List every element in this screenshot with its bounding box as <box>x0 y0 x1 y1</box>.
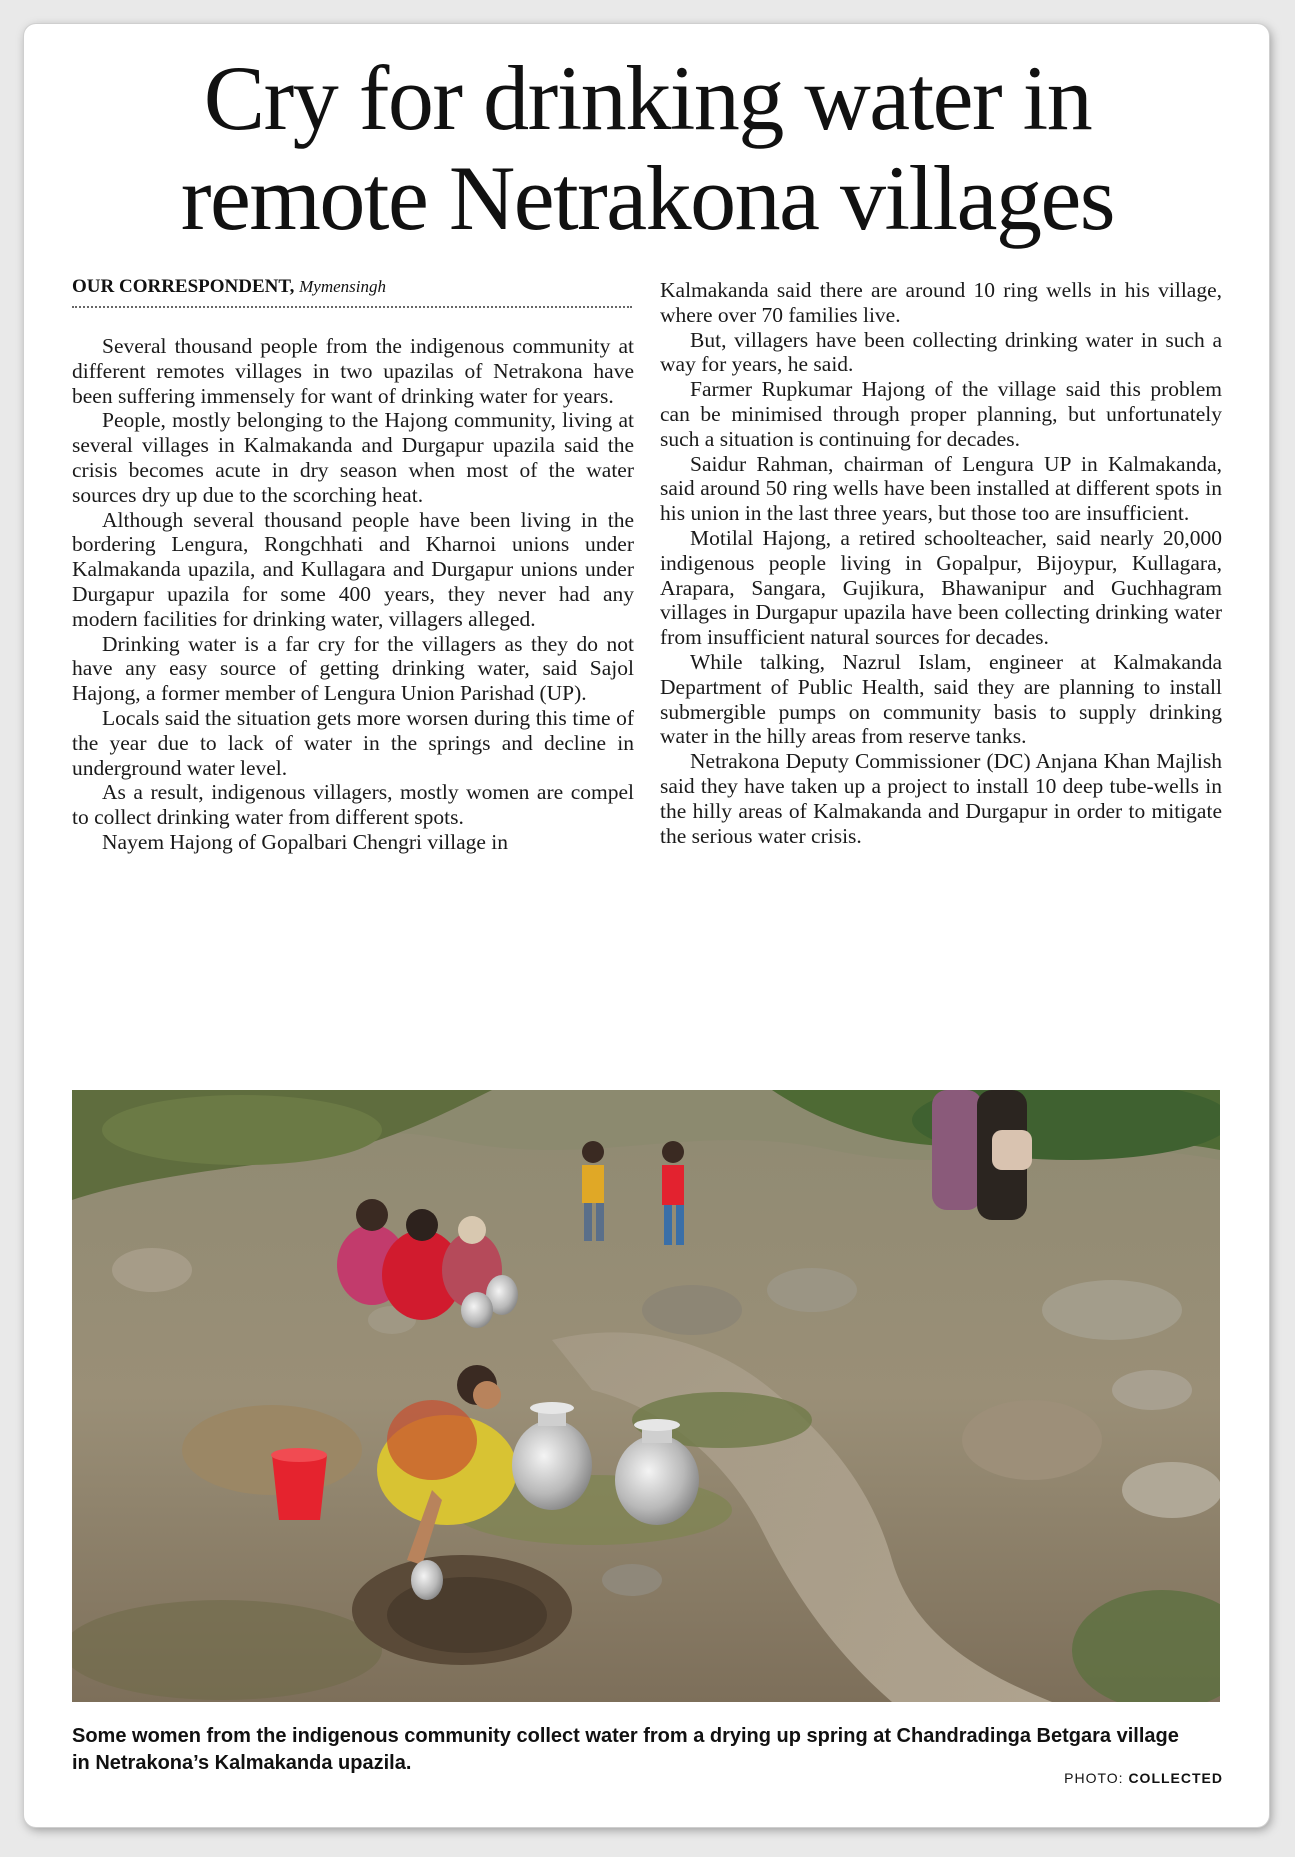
paragraph: While talking, Nazrul Islam, engineer at Kalmakanda Department of Public Health, said they are planning to install submergible pumps on community basis to supply drinking water in the hilly areas from reserve tanks. <box>660 649 1222 749</box>
paragraph: But, villagers have been collecting drinking water in such a way for years, he said. <box>660 327 1222 377</box>
article-column-2 <box>660 278 1222 848</box>
paragraph: Although several thousand people have been living in the bordering Lengura, Rongchhati and Kharnoi unions under Kalmakanda upazila, and Kullagara and Durgapur unions under Durgapur upazila for some 400 years, they never had any modern facilities for drinking water, villagers alleged. <box>72 507 634 631</box>
paragraph: People, mostly belonging to the Hajong community, living at several villages in Kalmakanda and Durgapur upazila said the crisis becomes acute in dry season when most of the water sources dry up due to the scorching heat. <box>72 408 634 507</box>
news-photo <box>72 1090 1220 1702</box>
headline-line-2: remote Netrakona villages <box>180 147 1115 249</box>
paragraph: As a result, indigenous villagers, mostly women are compel to collect drinking water from different spots. <box>72 780 634 830</box>
paragraph: Drinking water is a far cry for the villagers as they do not have any easy source of getting drinking water, said Sajol Hajong, a former member of Lengura Union Parishad (UP). <box>72 631 634 706</box>
photo-credit-prefix: PHOTO: <box>1064 1770 1124 1786</box>
paragraph: Several thousand people from the indigenous community at different remotes villages in two upazilas of Netrakona have been suffering immensely for want of drinking water for years. <box>72 334 634 408</box>
byline-location: Mymensingh <box>299 277 387 296</box>
article-column-1 <box>72 334 634 855</box>
photo-credit <box>1064 1770 1223 1786</box>
paragraph: Locals said the situation gets more worsen during this time of the year due to lack of water in the springs and decline in underground water level. <box>72 705 634 780</box>
paragraph: Motilal Hajong, a retired schoolteacher, said nearly 20,000 indigenous people living in Gopalpur, Bijoypur, Kullagara, Arapara, Sangara, Gujikura, Bhawanipur and Guchhagram villages in Durgapur upazila have been collecting drinking water from insufficient natural sources for decades. <box>660 525 1222 650</box>
paragraph: Nayem Hajong of Gopalbari Chengri village in <box>102 829 509 854</box>
byline-name: OUR CORRESPONDENT, <box>72 276 295 297</box>
paragraph: Saidur Rahman, chairman of Lengura UP in Kalmakanda, said around 50 ring wells have been installed at different spots in his union in the last three years, but those too are insufficient. <box>660 451 1222 526</box>
paragraph: Netrakona Deputy Commissioner (DC) Anjana Khan Majlish said they have taken up a project to install 10 deep tube-wells in the hilly areas of Kalmakanda and Durgapur in order to mitigate the serious water crisis. <box>660 749 1222 848</box>
paragraph: Farmer Rupkumar Hajong of the village said this problem can be minimised through proper planning, but unfortunately such a situation is continuing for decades. <box>660 377 1222 451</box>
headline <box>0 48 1295 248</box>
photo-credit-source: COLLECTED <box>1128 1770 1223 1786</box>
paragraph-continued: Kalmakanda said there are around 10 ring wells in his village, where over 70 families live. <box>660 278 1222 327</box>
photo-caption: Some women from the indigenous community collect water from a drying up spring at Chandradinga Betgara village in Netrakona’s Kalmakanda upazila. <box>72 1725 1179 1774</box>
headline-line-1: Cry for drinking water in <box>203 47 1092 149</box>
byline <box>72 276 632 308</box>
